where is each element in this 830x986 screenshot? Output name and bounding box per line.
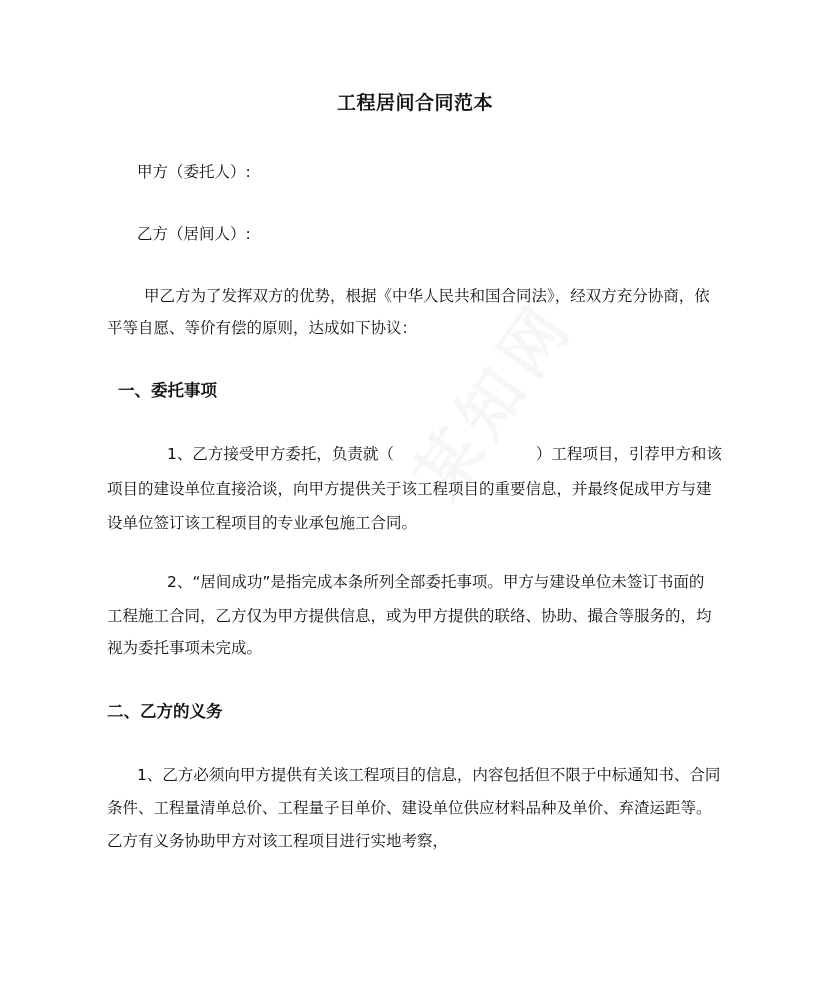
section-2-heading: 二、乙方的义务: [107, 702, 223, 721]
intro-line-2: 平等自愿、等价有偿的原则，达成如下协议：: [107, 319, 418, 337]
section-1-clause-1-line-2: 项目的建设单位直接洽谈，向甲方提供关于该工程项目的重要信息，并最终促成甲方与建: [107, 480, 712, 498]
section-1-clause-1-line-1: [167, 444, 722, 464]
watermark: [318, 207, 671, 592]
document-title: 工程居间合同范本: [336, 92, 493, 114]
section-1-clause-1-line-3: 设单位签订该工程项目的专业承包施工合同。: [107, 514, 418, 532]
section-2-clause-1-line-1: 1、乙方必须向甲方提供有关该工程项目的信息，内容包括但不限于中标通知书、合同: [137, 766, 721, 784]
section-2-clause-1-line-2: 条件、工程量清单总价、工程量子目单价、建设单位供应材料品种及单价、弃渣运距等。: [107, 799, 712, 817]
clause-1-text-before-blank: 1、乙方接受甲方委托，负责就（: [167, 445, 394, 463]
section-1-clause-2-line-1: 2、“居间成功”是指完成本条所列全部委托事项。甲方与建设单位未签订书面的: [167, 573, 705, 591]
section-1-clause-2-line-2: 工程施工合同，乙方仅为甲方提供信息，或为甲方提供的联络、协助、撮合等服务的，均: [107, 607, 712, 625]
clause-1-text-after-blank: ）工程项目，引荐甲方和该: [535, 445, 722, 463]
section-1-clause-2-line-3: 视为委托事项未完成。: [107, 639, 263, 657]
intro-line-1: 甲乙方为了发挥双方的优势，根据《中华人民共和国合同法》，经双方充分协商，依: [144, 287, 710, 305]
party-b-label: 乙方（居间人）:: [137, 225, 251, 243]
party-a-label: 甲方（委托人）:: [137, 163, 251, 181]
section-1-heading: 一、委托事项: [118, 381, 217, 400]
section-2-clause-1-line-3: 乙方有义务协助甲方对该工程项目进行实地考察，: [107, 832, 449, 850]
